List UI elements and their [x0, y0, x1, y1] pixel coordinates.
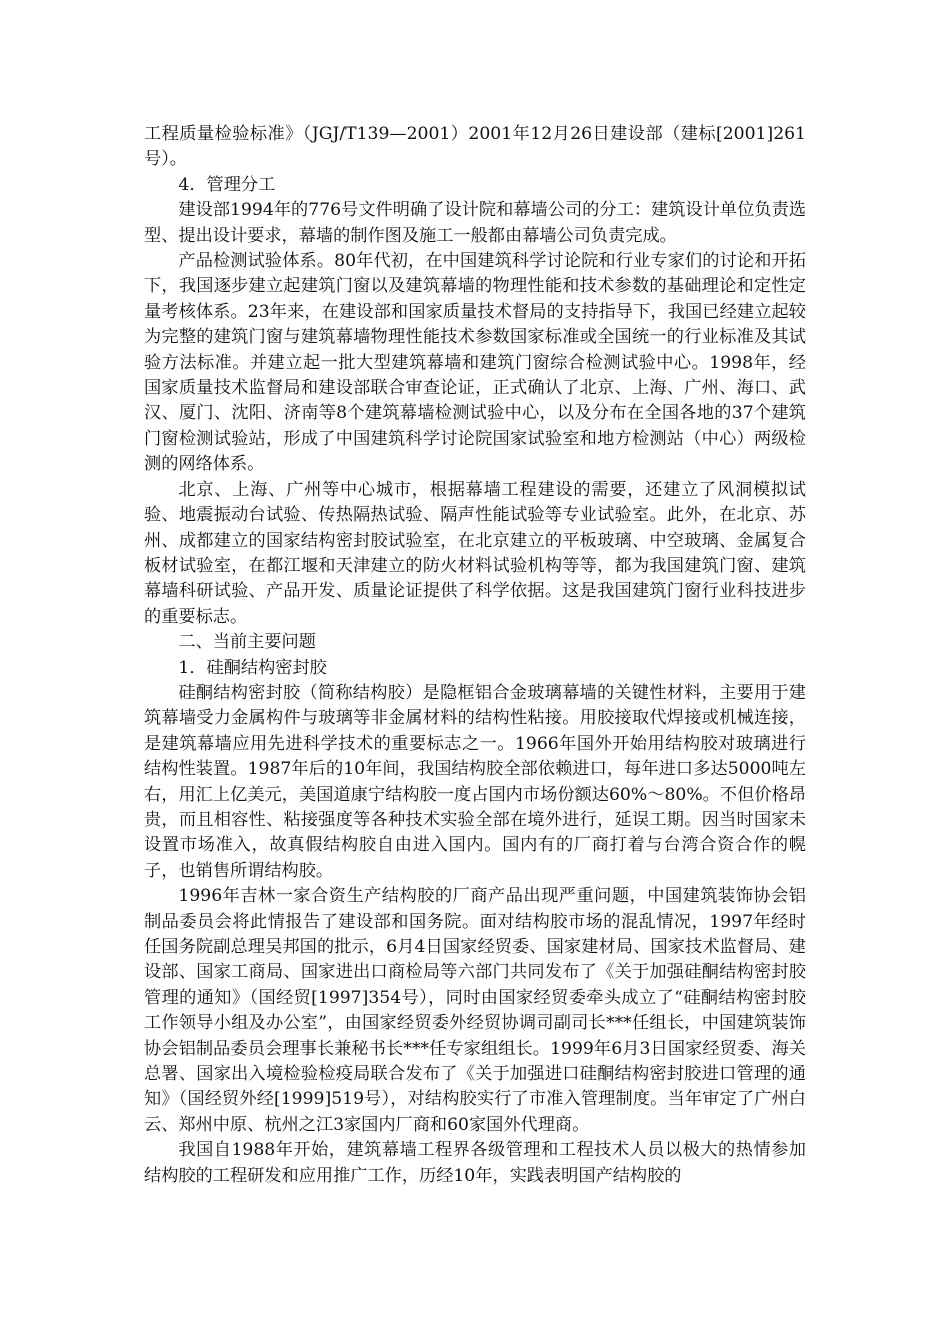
section-heading: 4．管理分工: [178, 174, 276, 195]
paragraph: 建设部1994年的776号文件明确了设计院和幕墙公司的分工：建筑设计单位负责选型、提出设计要求，幕墙的制作图及施工一般都由幕墙公司负责完成。: [144, 200, 806, 246]
paragraph: 北京、上海、广州等中心城市，根据幕墙工程建设的需要，还建立了风洞模拟试验、地震振动台试验、传热隔热试验、隔声性能试验等专业试验室。此外，在北京、苏州、成都建立的国家结构密封胶试验室，在北京建立的平板玻璃、中空玻璃、金属复合板材试验室，在都江堰和天津建立的防火材料试验机构等等，都为我国建筑门窗、建筑幕墙科研试验、产品开发、质量论证提供了科学依据。这是我国建筑门窗行业科技进步的重要标志。: [144, 479, 806, 627]
paragraph: 硅酮结构密封胶（简称结构胶）是隐框铝合金玻璃幕墙的关键性材料，主要用于建筑幕墙受力金属构件与玻璃等非金属材料的结构性粘接。用胶接取代焊接或机械连接，是建筑幕墙应用先进科学技术的重要标志之一。1966年国外开始用结构胶对玻璃进行结构性装置。1987年后的10年间，我国结构胶全部依赖进口，每年进口多达5000吨左右，用汇上亿美元，美国道康宁结构胶一度占国内市场份额达60%～80%。不但价格昂贵，而且相容性、粘接强度等各种技术实验全部在境外进行，延误工期。因当时国家未设置市场准入，故真假结构胶自由进入国内。国内有的厂商打着与台湾合资合作的幌子，也销售所谓结构胶。: [144, 682, 806, 881]
paragraph: 产品检测试验体系。80年代初，在中国建筑科学讨论院和行业专家们的讨论和开拓下，我国逐步建立起建筑门窗以及建筑幕墙的物理性能和技术参数的基础理论和定性定量考核体系。23年来，在建设部和国家质量技术督局的支持指导下，我国已经建立起较为完整的建筑门窗与建筑幕墙物理性能技术参数国家标准或全国统一的行业标准及其试验方法标准。并建立起一批大型建筑幕墙和建筑门窗综合检测试验中心。1998年，经国家质量技术监督局和建设部联合审查论证，正式确认了北京、上海、广州、海口、武汉、厦门、沈阳、济南等8个建筑幕墙检测试验中心，以及分布在全国各地的37个建筑门窗检测试验站，形成了中国建筑科学讨论院国家试验室和地方检测站（中心）两级检测的网络体系。: [144, 251, 806, 475]
paragraph: 我国自1988年开始，建筑幕墙工程界各级管理和工程技术人员以极大的热情参加结构胶的工程研发和应用推广工作，历经10年，实践表明国产结构胶的: [144, 1140, 806, 1186]
paragraph: 1996年吉林一家合资生产结构胶的厂商产品出现严重问题，中国建筑装饰协会铝制品委员会将此情报告了建设部和国务院。面对结构胶市场的混乱情况，1997年经时任国务院副总理吴邦国的批示，6月4日国家经贸委、国家建材局、国家技术监督局、建设部、国家工商局、国家进出口商检局等六部门共同发布了《关于加强硅酮结构密封胶管理的通知》（国经贸[1997]354号），同时由国家经贸委牵头成立了“硅酮结构密封胶工作领导小组及办公室”，由国家经贸委外经贸协调司副司长***任组长，中国建筑装饰协会铝制品委员会理事长兼秘书长***任专家组组长。1999年6月3日国家经贸委、海关总署、国家出入境检验检疫局联合发布了《关于加强进口硅酮结构密封胶进口管理的通知》（国经贸外经[1999]519号），对结构胶实行了市准入管理制度。当年审定了广州白云、郑州中原、杭州之江3家国内厂商和60家国外代理商。: [144, 886, 806, 1135]
document-body: [144, 122, 806, 1189]
section-heading: 1．硅酮结构密封胶: [178, 657, 327, 678]
paragraph: 工程质量检验标准》（JGJ/T139—2001）2001年12月26日建设部（建标[2001]261号）。: [144, 124, 806, 170]
chapter-heading: 二、当前主要问题: [178, 632, 316, 653]
